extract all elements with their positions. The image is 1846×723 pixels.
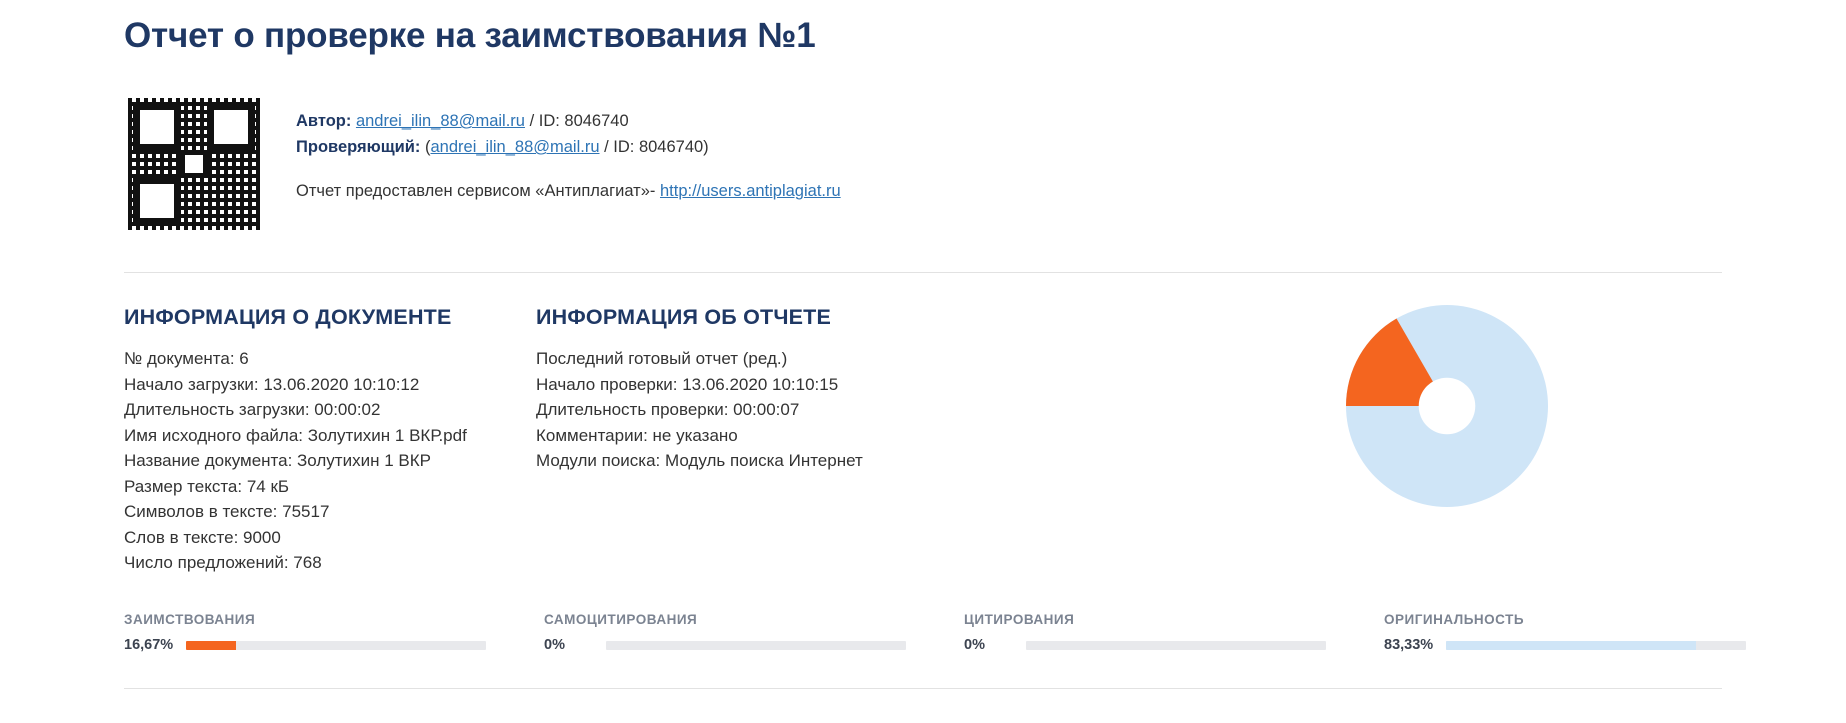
list-item: Модули поиска: Модуль поиска Интернет [536,451,863,470]
metric-bar [1446,641,1746,650]
list-item: Слов в тексте: 9000 [124,527,281,547]
document-info-column [124,305,467,576]
list-item: Символов в тексте: 75517 [124,502,330,521]
metric-value: 0% [544,637,565,653]
service-line [296,178,841,204]
list-item: Последний готовый отчет (ред.) [536,349,788,368]
list-item: Число предложений: 768 [124,553,322,572]
metric-value: 0% [964,637,985,653]
document-info-heading: ИНФОРМАЦИЯ О ДОКУМЕНТЕ [124,305,452,329]
report-header [128,98,841,230]
metric-value: 83,33% [1384,637,1434,653]
checker-email-link[interactable]: andrei_ilin_88@mail.ru [430,138,600,156]
metric-bar [186,641,486,650]
checker-paren-open: ( [425,138,431,156]
list-item: Размер текста: 74 кБ [124,476,290,496]
donut-hole [1419,378,1476,435]
metric-citations [964,612,1384,653]
metric-originality [1384,612,1804,653]
metric-borrowings [124,612,544,653]
author-id: / ID: 8046740 [529,112,629,130]
metric-title: САМОЦИТИРОВАНИЯ [544,612,698,627]
list-item: № документа: 6 [124,349,249,368]
metric-title: ЦИТИРОВАНИЯ [964,612,1075,627]
author-info [296,98,841,204]
author-label: Автор: [296,112,352,130]
list-item: Длительность загрузки: 00:00:02 [124,400,381,419]
page-title: Отчет о проверке на заимствования №1 [124,16,816,55]
originality-donut-chart [1346,305,1548,507]
author-email-link[interactable]: andrei_ilin_88@mail.ru [355,112,525,130]
metric-bar-fill [186,641,236,650]
report-info-heading: ИНФОРМАЦИЯ ОБ ОТЧЕТЕ [536,305,832,329]
metrics-row [124,612,1722,653]
metric-title: ЗАИМСТВОВАНИЯ [124,612,256,627]
list-item: Длительность проверки: 00:00:07 [536,400,800,419]
list-item: Комментарии: не указано [536,425,738,445]
report-info-list [536,346,863,474]
divider-bottom [124,688,1722,689]
metric-value: 16,67% [124,637,174,653]
list-item: Имя исходного файла: Золутихин 1 ВКР.pdf [124,425,467,445]
metric-bar-fill [1446,641,1696,650]
list-item: Название документа: Золутихин 1 ВКР [124,451,431,470]
author-row [296,108,841,134]
metric-bar [606,641,906,650]
report-info-column [536,305,863,474]
list-item: Начало проверки: 13.06.2020 10:10:15 [536,374,839,394]
divider-top [124,272,1722,273]
metric-selfcitations [544,612,964,653]
qr-code-icon [128,98,260,230]
service-text: Отчет предоставлен сервисом «Антиплагиат»- [296,182,656,200]
metric-bar [1026,641,1326,650]
metric-title: ОРИГИНАЛЬНОСТЬ [1384,612,1525,627]
service-link[interactable]: http://users.antiplagiat.ru [659,182,841,200]
checker-id: / ID: 8046740) [604,138,709,156]
list-item: Начало загрузки: 13.06.2020 10:10:12 [124,374,420,394]
checker-row [296,134,841,160]
document-info-list [124,346,467,576]
checker-label: Проверяющий: [296,138,421,156]
